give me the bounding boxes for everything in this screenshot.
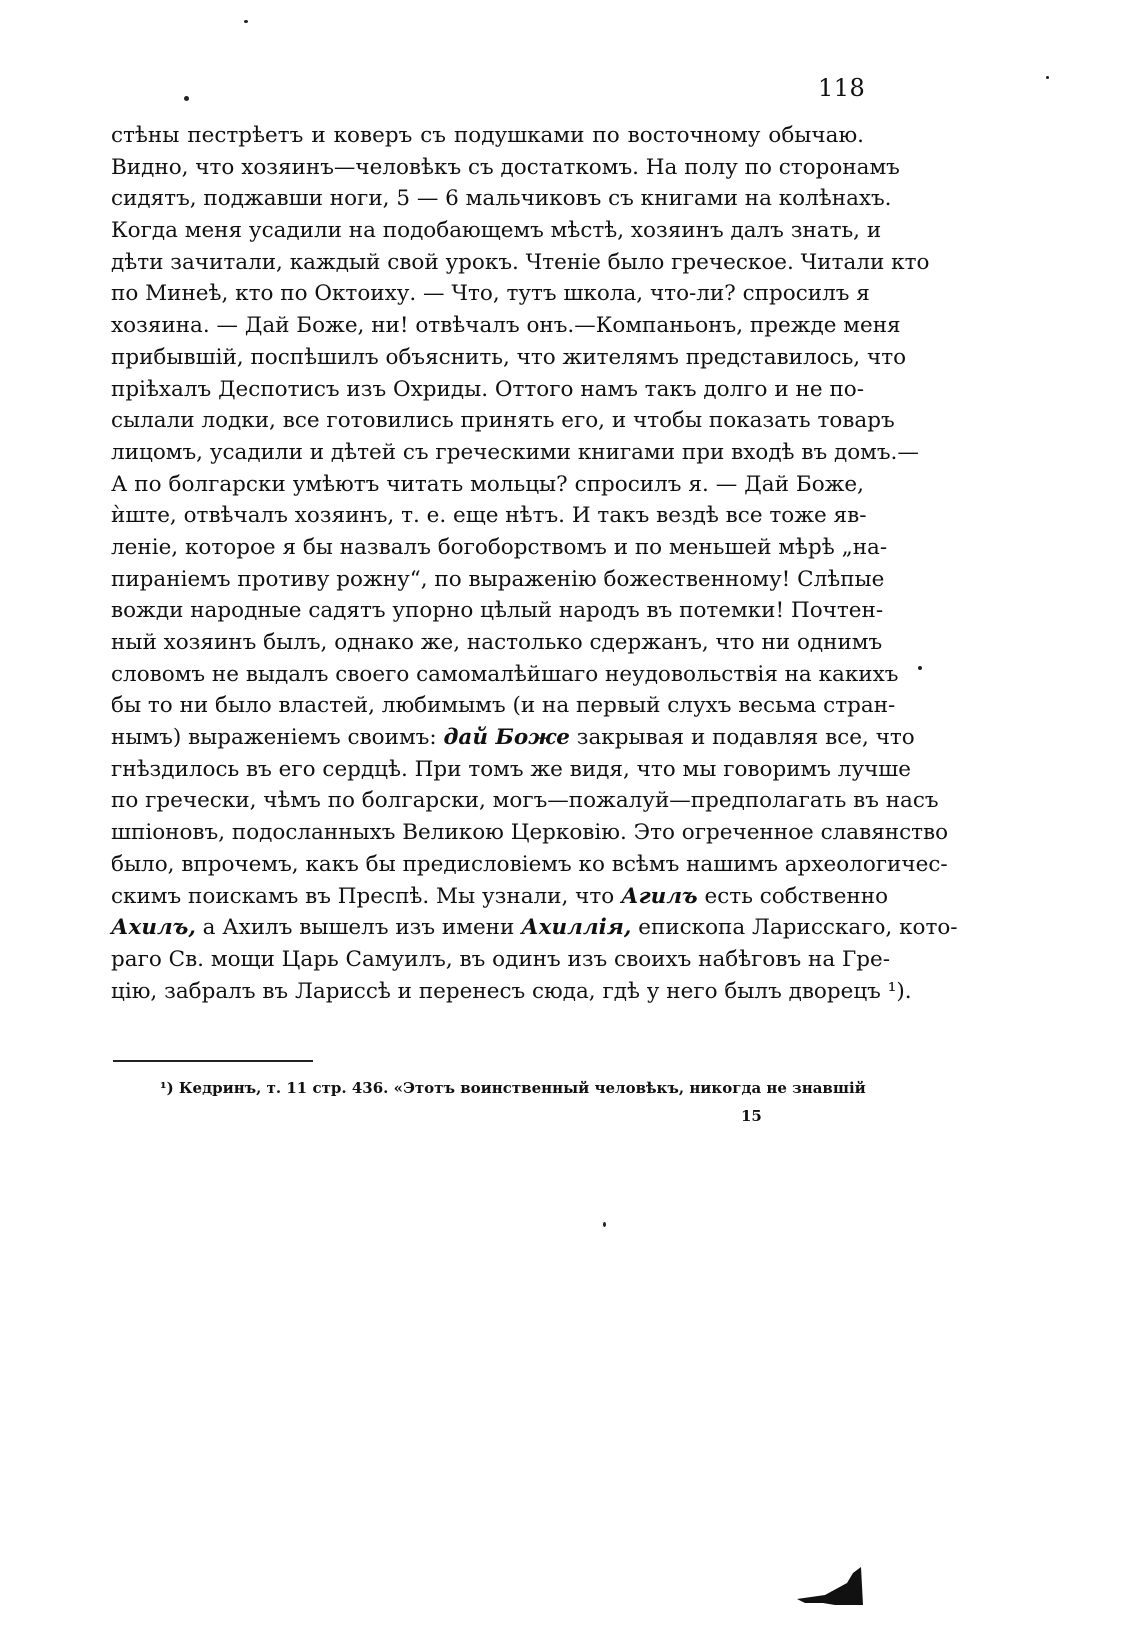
footnote-divider bbox=[113, 1060, 313, 1062]
text-segment: епископа Ларисскаго, кото- bbox=[638, 915, 958, 941]
text-line: ный хозяинъ былъ, однако же, настолько сдержанъ, что ни однимъ bbox=[111, 630, 883, 655]
text-line: хозяина. — Дай Боже, ни! отвѣчалъ онъ.—Компаньонъ, прежде меня bbox=[111, 313, 901, 339]
text-line: цію, забралъ въ Ларисcѣ и перенесъ сюда, гдѣ у него былъ дворецъ ¹). bbox=[111, 978, 912, 1004]
text-line: раго Св. мощи Царь Самуилъ, въ одинъ изъ своихъ набѣговъ на Гре- bbox=[111, 946, 890, 972]
italic-phrase: дай Боже bbox=[443, 725, 570, 751]
text-line: пріѣхалъ Деспотисъ изъ Охриды. Оттого намъ такъ долго и не по- bbox=[111, 376, 864, 402]
italic-phrase: Агилъ bbox=[621, 883, 698, 909]
text-line: сидятъ, поджавши ноги, 5 — 6 мальчиковъ съ книгами на колѣнахъ. bbox=[111, 186, 892, 212]
text-line: леніе, которое я бы назвалъ богоборствомъ и по меньшей мѣрѣ „на- bbox=[111, 534, 888, 560]
text-line: ѝште, отвѣчалъ хозяинъ, т. е. еще нѣтъ. И такъ вездѣ все тоже яв- bbox=[111, 503, 867, 529]
text-line: сылали лодки, все готовились принять его, и чтобы показать товаръ bbox=[111, 408, 895, 434]
text-line: Когда меня усадили на подобающемъ мѣстѣ, хозяинъ далъ знать, и bbox=[111, 218, 882, 244]
signature-mark: 15 bbox=[741, 1107, 762, 1125]
ink-speck bbox=[1046, 76, 1049, 79]
text-line: было, впрочемъ, какъ бы предисловіемъ ко всѣмъ нашимъ археологичес- bbox=[111, 851, 948, 877]
text-segment: нымъ) выраженіемъ своимъ: bbox=[111, 725, 437, 751]
ink-speck bbox=[918, 666, 922, 670]
text-line: по гречески, чѣмъ по болгарски, могъ—пожалуй—предполагать въ насъ bbox=[111, 788, 939, 814]
text-line: А по болгарски умѣютъ читать мольцы? спросилъ я. — Дай Боже, bbox=[111, 471, 864, 497]
text-line: пираніемъ противу рожну“, по выраженію божественному! Слѣпые bbox=[111, 566, 885, 592]
text-line: шпіоновъ, подосланныхъ Великою Церковію. Это огреченное славянство bbox=[111, 820, 949, 846]
text-line: дѣти зачитали, каждый свой урокъ. Чтеніе было греческое. Читали кто bbox=[111, 249, 930, 275]
page-corner-mark bbox=[795, 1565, 865, 1605]
text-segment: а Ахилъ вышелъ изъ имени bbox=[202, 915, 515, 941]
text-segment: скимъ поискамъ въ Преспѣ. Мы узнали, что bbox=[111, 883, 615, 909]
ink-speck bbox=[184, 96, 189, 101]
text-line: гнѣздилось въ его сердцѣ. При томъ же видя, что мы говоримъ лучше bbox=[111, 756, 912, 782]
body-text bbox=[111, 120, 958, 1007]
text-line: бы то ни было властей, любимымъ (и на первый слухъ весьма стран- bbox=[111, 693, 896, 719]
page-number: 118 bbox=[818, 74, 866, 102]
text-line-mixed bbox=[111, 912, 958, 944]
text-line: лицомъ, усадили и дѣтей съ греческими книгами при входѣ въ домъ.— bbox=[111, 439, 919, 465]
ink-speck bbox=[603, 1222, 606, 1227]
text-line: словомъ не выдалъ своего самомалѣйшаго неудовольствія на какихъ bbox=[111, 661, 899, 687]
text-line-mixed bbox=[111, 722, 915, 754]
italic-phrase: Ахилъ, bbox=[111, 915, 196, 941]
text-line: стѣны пестрѣетъ и коверъ съ подушками по восточному обычаю. bbox=[111, 123, 864, 148]
text-segment: закрывая и подавляя все, что bbox=[576, 725, 915, 751]
ink-speck bbox=[244, 20, 248, 23]
text-line: вожди народные садятъ упорно цѣлый народъ въ потемки! Почтен- bbox=[111, 598, 884, 624]
footnote: ¹) Кедринъ, т. 11 стр. 436. «Этотъ воинственный человѣкъ, никогда не знавшій bbox=[160, 1079, 866, 1097]
text-line: по Минеѣ, кто по Октоиху. — Что, тутъ школа, что-ли? спросилъ я bbox=[111, 281, 870, 307]
text-line-mixed bbox=[111, 881, 889, 913]
text-line: прибывшій, поспѣшилъ объяснить, что жителямъ представилось, что bbox=[111, 344, 907, 370]
italic-phrase: Ахиллія, bbox=[521, 915, 632, 941]
text-line: Видно, что хозяинъ—человѣкъ съ достаткомъ. На полу по сторонамъ bbox=[111, 154, 900, 180]
text-segment: есть собственно bbox=[704, 883, 889, 909]
